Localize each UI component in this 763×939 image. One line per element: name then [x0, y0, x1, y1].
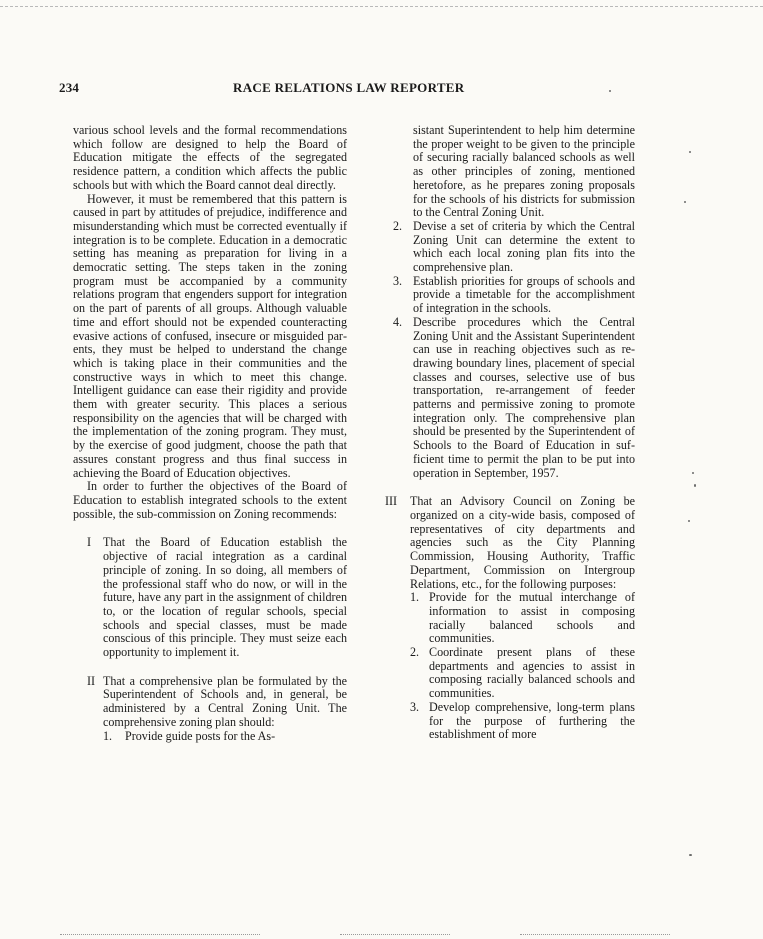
plan-item-3-text: Establish priorities for groups of schools and provide a timetable for the accomplishment of integration in the schools. [413, 273, 635, 316]
scan-speck [689, 854, 692, 856]
recommendation-ii [73, 675, 347, 730]
scan-speck [694, 484, 696, 487]
page-header [0, 80, 763, 98]
plan-item-4-text: Describe procedures which the Central Zoning Unit and the Assistant Superintendent can use in reaching objectives such as redrawing boundary lines, placement of special classes and courses, selective use of bus transportation, re-arrangement of feeder patterns and permissive zoning to promote integration only. The comprehensive plan should be presented by the Superintendent of Schools to the Board of Education in sufficient time to permit the plan to be put into operation in September, 1957. [413, 314, 635, 480]
council-item-1-marker: 1. [410, 590, 420, 605]
plan-item-3-marker: 3. [393, 273, 403, 288]
council-item-2-text: Coordinate present plans of these departments and agencies to assist in composing racially balanced schools and communities. [429, 645, 635, 701]
scan-speck [688, 520, 690, 522]
council-item-1 [385, 591, 635, 646]
council-item-1-text: Provide for the mutual interchange of information to assist in composing racially balanced schools and communities. [429, 590, 635, 646]
plan-item-1-continuation: sistant Superintendent to help him determine the proper weight to be given to the principle of securing racially balanced schools as well as other principles of zoning, mentioned heretofore, as he prepares zoning proposals for the schools of his districts for submission to the Central Zoning Unit. [413, 123, 635, 220]
plan-item-3 [393, 273, 635, 316]
plan-item-2 [393, 218, 635, 275]
recommendation-ii-marker: II [87, 673, 96, 688]
bottom-scan-border [340, 934, 450, 935]
recommendation-i-marker: I [87, 535, 92, 550]
plan-item-2-marker: 2. [393, 218, 403, 233]
council-item-3-text: Develop comprehensive, long-term plans for the purpose of furthering the establishment of more [429, 699, 635, 742]
plan-item-2-text: Devise a set of criteria by which the Central Zoning Unit can determine the extent to which each local zoning plan fits into the comprehensive plan. [413, 218, 635, 275]
recommendation-ii-text: That a comprehensive plan be formulated by the Superintendent of Schools and, in general, be administered by a Central Zoning Unit. The comprehensive zoning plan should: [103, 673, 347, 729]
recommendation-iii-text: That an Advisory Council on Zoning be organized on a city-wide basis, composed of representatives of city departments and agencies such as the City Planning Commission, Housing Authority, Traffic Department, Commission on Intergroup Relations, etc., for the following purposes: [410, 494, 635, 591]
recommendation-iii-marker: III [385, 494, 398, 509]
running-head: RACE RELATIONS LAW REPORTER [233, 80, 465, 95]
bottom-scan-border [60, 934, 260, 935]
recommendation-iii [385, 495, 635, 591]
bottom-scan-border [520, 934, 670, 935]
paragraph-recommends: In order to further the objectives of the Board of Education to establish integrated schools to the extent possible, the sub-commission on Zoning recommends: [73, 479, 347, 521]
council-item-3-marker: 3. [410, 699, 420, 714]
scan-speck [692, 472, 694, 474]
recommendation-i-text: That the Board of Education establish the objective of racial integration as a cardinal principle of zoning. In so doing, all members of the professional staff who do now, or will in the future, have any part in the assignment of children to, or the location of regular schools, special schools and special classes, must be made conscious of this principle. They must seize each opportunity to implement it. [103, 535, 347, 660]
scan-speck [689, 151, 691, 153]
council-item-2-marker: 2. [410, 645, 420, 660]
page-number: 234 [59, 80, 80, 95]
paragraph-pattern: However, it must be remembered that this pattern is caused in part by attitudes of prejudice, indifference and misunderstanding which must be corrected eventually if integration is to be complete. Education in a democratic setting has meaning as preparation for living in a democratic setting. The steps taken in the zoning program must be accompanied by a community relations program that engenders support for integration on the part of parents of all groups. Although valuable time and effort should not be expended counteracting evasive actions of confused, insecure or misguided parents, they must be helped to understand the change which is taking place in their communities and the constructive ways in which to meet this change. Intelligent guidance can ease their rigidity and provide them with greater security. This places a serious responsibility on the agencies that will be charged with the implementation of the zoning program. They must, by the exercise of good judgment, choose the path that assures constant progress and thus final success in achieving the Board of Education objectives. [73, 191, 347, 480]
recommendation-i [73, 536, 347, 659]
plan-item-4-marker: 4. [393, 314, 403, 329]
plan-item-1-marker: 1. [103, 728, 113, 743]
scan-speck [609, 90, 611, 92]
council-item-3 [385, 701, 635, 742]
right-column [385, 124, 635, 742]
council-item-2 [385, 646, 635, 701]
plan-item-1 [73, 730, 347, 744]
plan-item-4 [393, 314, 635, 480]
scan-speck [684, 201, 686, 203]
left-column [73, 124, 347, 743]
paragraph-continuation: various school levels and the formal recommendations which follow are designed to help the Board of Education mitigate the effects of the segregated residence pattern, a condition which affects the public schools but with which the Board cannot deal directly. [73, 123, 347, 192]
plan-item-1-text: Provide guide posts for the As- [125, 728, 276, 743]
top-scan-border [0, 6, 763, 7]
